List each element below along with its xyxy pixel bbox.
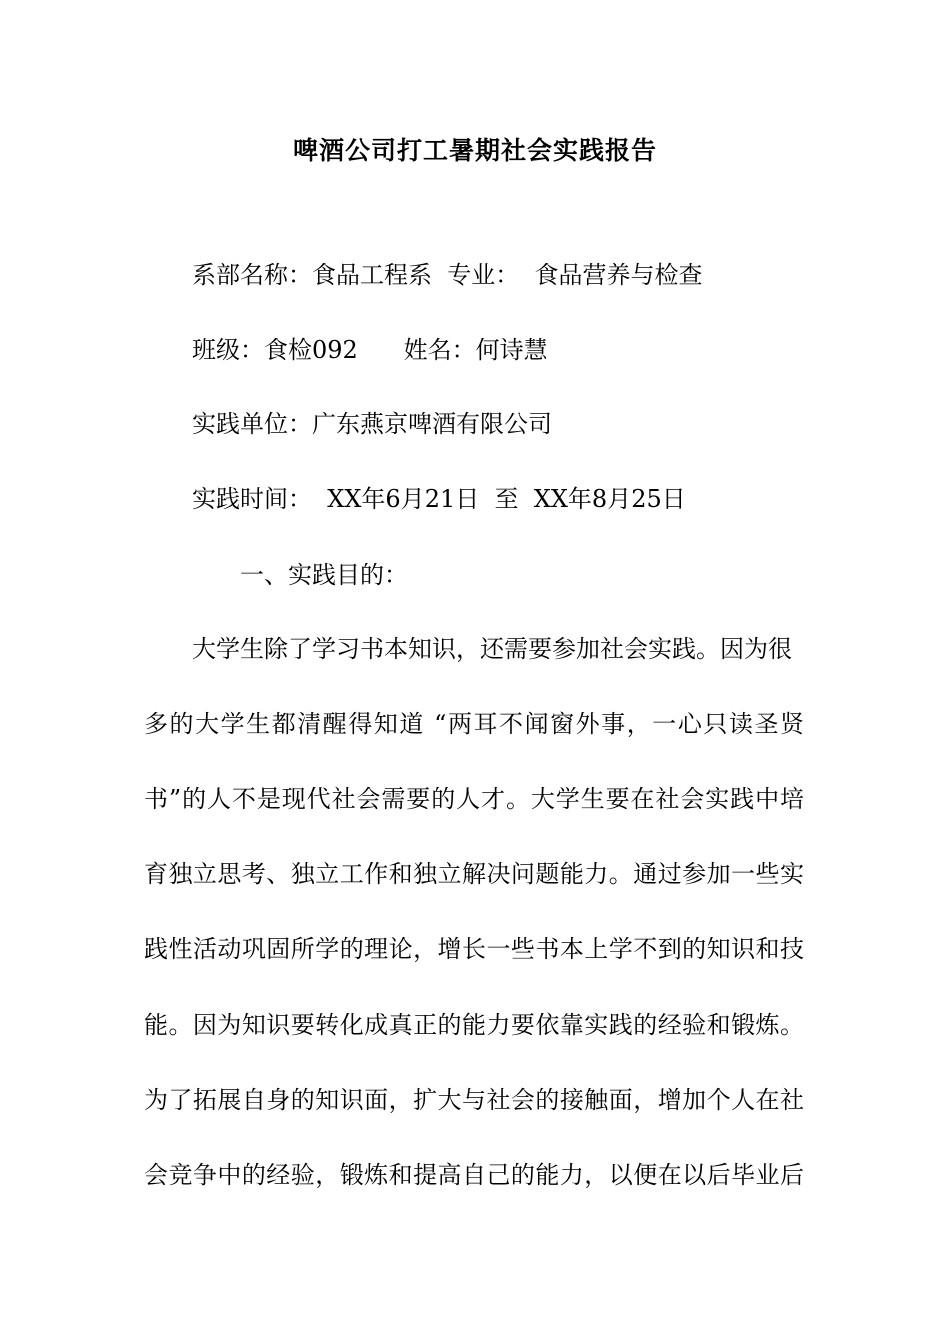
- meta-class-name: 班级：食检092 姓名：何诗慧: [192, 336, 548, 364]
- meta-practice-time: 实践时间： XX年6月21日 至 XX年8月25日: [192, 485, 686, 513]
- body-line: 大学生除了学习书本知识，还需要参加社会实践。因为很: [192, 635, 792, 663]
- body-line: 多的大学生都清醒得知道 “两耳不闻窗外事，一心只读圣贤: [144, 710, 804, 738]
- section-heading: 一、实践目的：: [240, 561, 408, 589]
- meta-practice-unit: 实践单位：广东燕京啤酒有限公司: [192, 410, 552, 438]
- body-line: 会竞争中的经验，锻炼和提高自己的能力，以便在以后毕业后: [144, 1161, 804, 1189]
- document-title: 啤酒公司打工暑期社会实践报告: [292, 136, 657, 165]
- body-line: 践性活动巩固所学的理论，增长一些书本上学不到的知识和技: [144, 935, 804, 963]
- body-line: 书”的人不是现代社会需要的人才。大学生要在社会实践中培: [144, 785, 804, 813]
- meta-department-major: 系部名称：食品工程系 专业： 食品营养与检查: [192, 261, 703, 289]
- body-line: 为了拓展自身的知识面，扩大与社会的接触面，增加个人在社: [144, 1086, 804, 1114]
- body-line: 育独立思考、独立工作和独立解决问题能力。通过参加一些实: [144, 860, 804, 888]
- body-line: 能。因为知识要转化成真正的能力要依靠实践的经验和锻炼。: [144, 1011, 804, 1039]
